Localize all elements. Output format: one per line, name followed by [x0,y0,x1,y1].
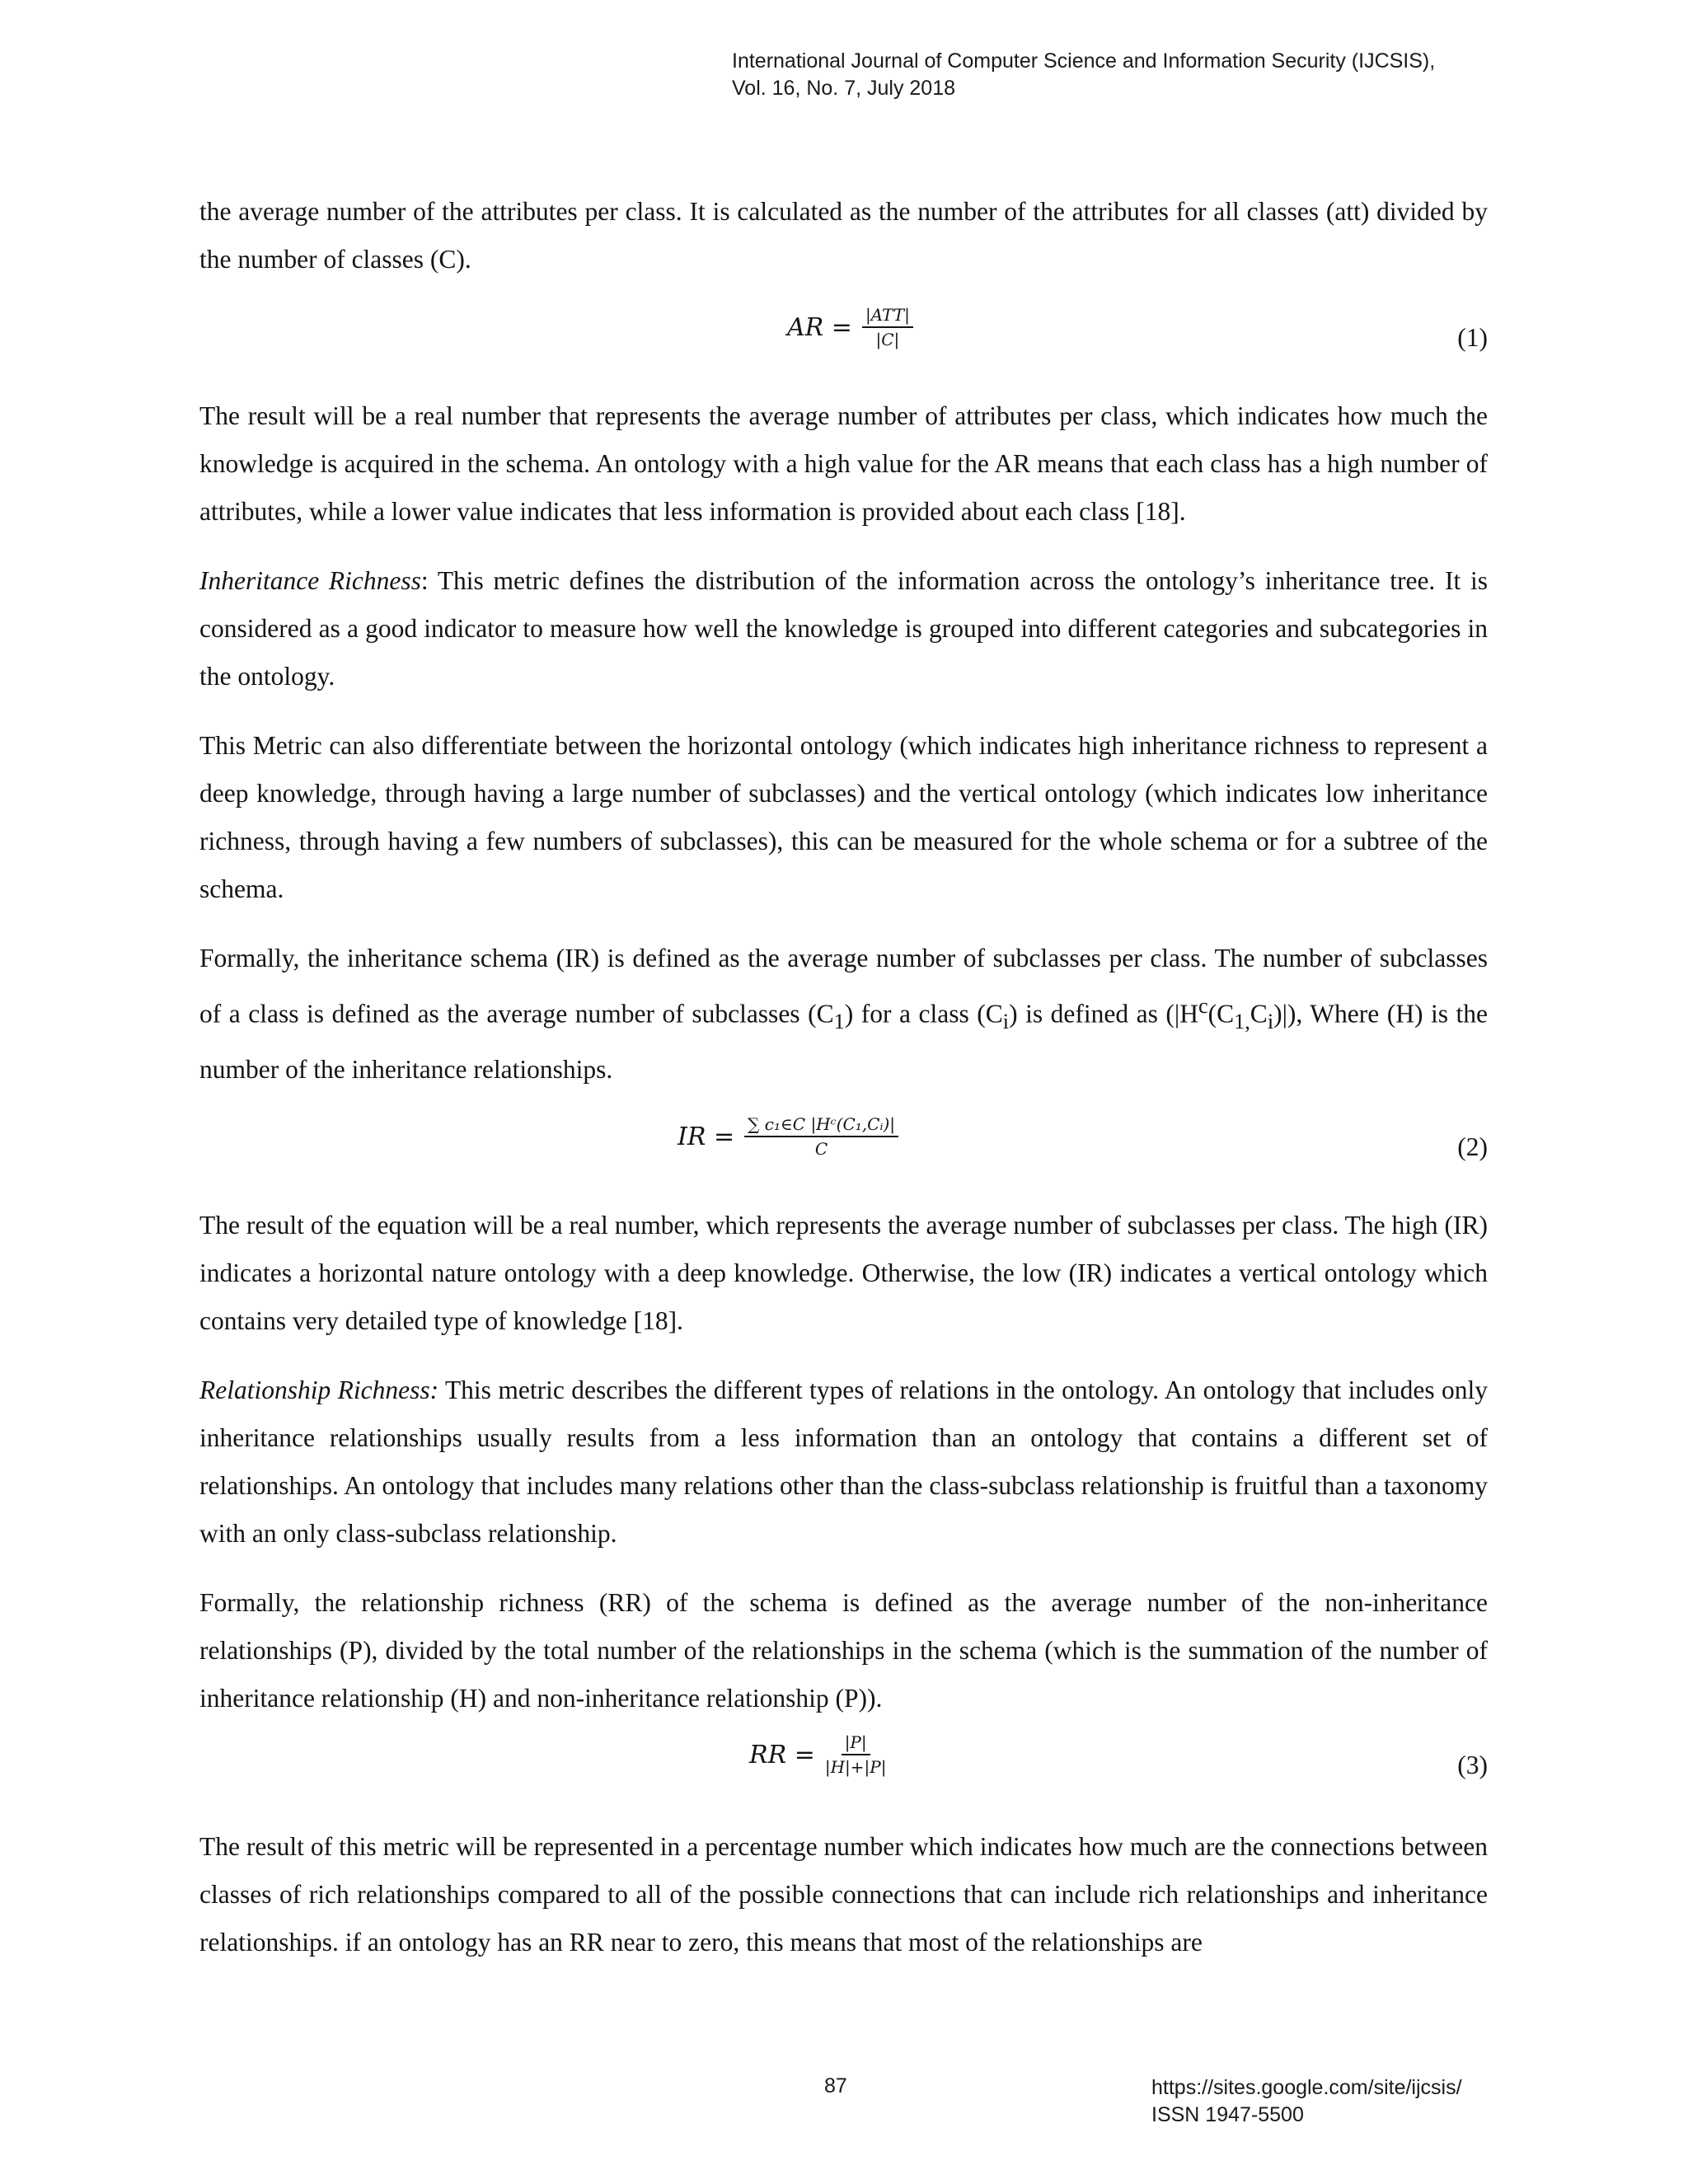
footer-info [1151,2074,1462,2129]
paragraph-4-text: This Metric can also differentiate between the horizontal ontology (which indicates high inheritance richness to represent a deep knowledge, through having a large number of subclasses) and the vertical ontology (which indicates low inheritance richness, through having a few numbers of subclasses), this can be measured for the whole schema or for a subtree of the schema. [199,731,1488,903]
paragraph-5-sub-i: i [1002,1009,1010,1033]
paragraph-1-text: the average number of the attributes per class. It is calculated as the number of the attributes for all classes (att) divided by the number of classes (C). [199,197,1488,274]
paragraph-7 [199,1366,1488,1558]
paragraph-3-body: : This metric defines the distribution of the information across the ontology’s inheritance tree. It is considered as a good indicator to measure how well the knowledge is grouped into different categories and subcategories in the ontology. [199,566,1489,691]
paragraph-3 [199,557,1488,701]
equation-1-numerator: |ATT| [862,305,913,328]
footer-issn: ISSN 1947-5500 [1151,2103,1304,2126]
equation-2-lhs: IR = [678,1122,735,1151]
page-number: 87 [824,2074,847,2097]
equation-1-denominator: |C| [875,330,900,349]
paragraph-5-part-a: Formally, the inheritance schema (IR) is defined as the average number of subclasses per class. The number of subclasses of a class is defined as the average number of subclasses (C [199,944,1488,1029]
paragraph-6 [199,1202,1488,1345]
paragraph-5-part-f: )|), [1273,999,1303,1029]
paragraph-7-body: This metric describes the different types of relations in the ontology. An ontology that includes only inheritance relationships usually results from a less information than an ontology that contains a different set of relationships. An ontology that includes many relations other than the class-subclass relationship is fruitful than a taxonomy with an only class-subclass relationship. [199,1376,1488,1548]
equation-2-denominator: C [814,1139,828,1159]
paragraph-5-sup-c: c [1198,994,1208,1018]
paragraph-5 [199,935,1488,1094]
footer-url[interactable]: https://sites.google.com/site/ijcsis/ [1151,2076,1462,2099]
paragraph-8 [199,1579,1488,1722]
paragraph-2 [199,392,1488,536]
journal-volume: Vol. 16, No. 7, July 2018 [732,77,956,100]
paragraph-5-part-g: Where (H) is the number of the inheritance relationships. [199,999,1488,1084]
paragraph-7-text [199,1366,1488,1558]
equation-2-fraction [744,1114,898,1159]
equation-3-fraction [825,1732,887,1777]
equation-3-denominator: |H|+|P| [824,1757,887,1777]
equation-3-lhs: RR = [749,1740,815,1769]
equation-2-formula [678,1114,898,1159]
paragraph-9-text: The result of this metric will be represented in a percentage number which indicates how much are the connections between classes of rich relationships compared to all of the possible connections that can include rich relationships and inheritance relationships. if an ontology has an RR near to zero, this means that most of the relationships are [199,1832,1488,1957]
journal-header [732,48,1435,102]
equation-1 [199,305,1488,371]
paragraph-6-text: The result of the equation will be a real number, which represents the average number of subclasses per class. The high (IR) indicates a horizontal nature ontology with a deep knowledge. Otherwise, the low (IR) indicates a vertical ontology which contains very detailed type of knowledge [18]. [199,1211,1488,1335]
equation-2-numerator: ∑ c₁∈C |Hᶜ(C₁,Cᵢ)| [744,1114,898,1137]
equation-1-number: (1) [1457,323,1488,352]
paragraph-1 [199,188,1488,284]
paragraph-5-part-e: C [1250,999,1268,1029]
paragraph-4 [199,722,1488,913]
paragraph-5-sub-i2: i [1267,1009,1274,1033]
journal-title: International Journal of Computer Science and Information Security (IJCSIS), [732,49,1436,73]
paragraph-5-part-c: ) is defined as (|H [1009,999,1198,1029]
paragraph-9 [199,1823,1488,1966]
paragraph-3-text [199,557,1488,701]
inheritance-richness-term: Inheritance Richness [199,566,421,595]
paragraph-5-text [199,935,1488,1094]
equation-3-formula [749,1732,886,1777]
equation-1-lhs: AR = [787,312,852,342]
equation-1-formula [787,305,913,349]
equation-2-number: (2) [1457,1132,1488,1161]
equation-3-number: (3) [1457,1750,1488,1779]
paragraph-8-text: Formally, the relationship richness (RR) of the schema is defined as the average number of the non-inheritance relationships (P), divided by the total number of the relationships in the schema (which is the summation of the number of inheritance relationship (H) and non-inheritance relationship (P)). [199,1588,1488,1713]
equation-3 [199,1732,1488,1798]
relationship-richness-term: Relationship Richness: [199,1376,439,1404]
equation-2 [199,1114,1488,1180]
paragraph-2-text: The result will be a real number that represents the average number of attributes per class, which indicates how much the knowledge is acquired in the schema. An ontology with a high value for the AR means that each class has a high number of attributes, while a lower value indicates that less information is provided about each class [18]. [199,401,1488,526]
paragraph-5-sub-1: 1 [833,1009,845,1033]
equation-3-numerator: |P| [842,1732,870,1755]
paragraph-5-part-b: ) for a class (C [844,999,1003,1029]
paragraph-5-sub-1b: 1, [1234,1009,1250,1033]
equation-1-fraction [862,305,913,349]
paragraph-5-part-d: (C [1207,999,1235,1029]
